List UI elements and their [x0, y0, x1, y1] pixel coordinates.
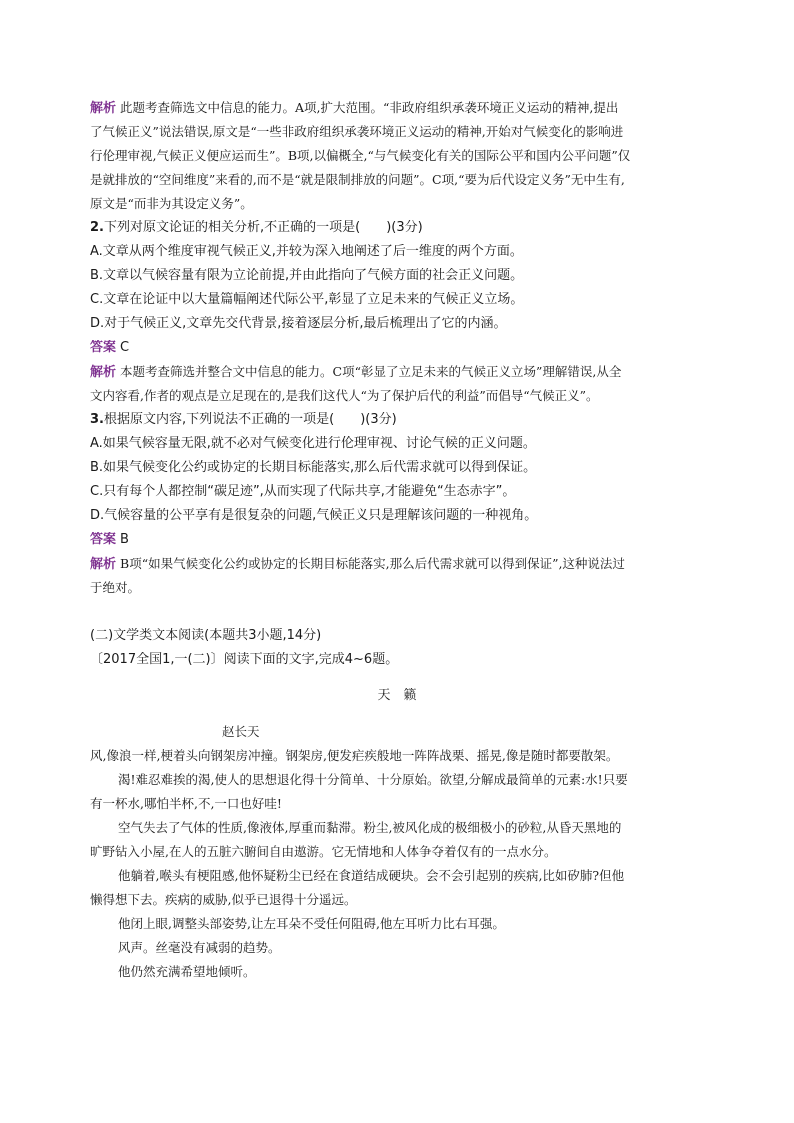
question-3-answer: 答案 B	[90, 532, 129, 547]
question-3-option-b: B.如果气候变化公约或协定的长期目标能落实,那么后代需求就可以得到保证。	[90, 460, 537, 475]
passage-title: 天 籁	[377, 688, 417, 703]
passage-paragraph-3-line-2: 旷野钻入小屋,在人的五脏六腑间自由遨游。它无情地和人体争夺着仅有的一点水分。	[90, 844, 557, 859]
section-source: 〔2017全国1,一(二)〕阅读下面的文字,完成4~6题。	[90, 652, 399, 667]
question-3-stem: 3.根据原文内容,下列说法不正确的一项是( )(3分)	[90, 412, 397, 427]
passage-paragraph-7: 他仍然充满希望地倾听。	[118, 964, 256, 979]
analysis-1-line-5: 原文是“而非为其设定义务”。	[90, 196, 253, 211]
question-2-stem: 2.下列对原文论证的相关分析,不正确的一项是( )(3分)	[90, 220, 423, 235]
passage-paragraph-3-line-1: 空气失去了气体的性质,像液体,厚重而黏滞。粉尘,被风化成的极细极小的砂粒,从昏天黑地的	[118, 820, 622, 835]
question-3-option-c: C.只有每个人都控制“碳足迹”,从而实现了代际共享,才能避免“生态赤字”。	[90, 484, 516, 499]
question-2-option-a: A.文章从两个维度审视气候正义,并较为深入地阐述了后一维度的两个方面。	[90, 244, 523, 259]
question-2-analysis-line-2: 文内容看,作者的观点是立足现在的,是我们这代人“为了保护后代的利益”而倡导“气候正义”。	[90, 388, 599, 403]
passage-paragraph-2-line-1: 渴!难忍难挨的渴,使人的思想退化得十分简单、十分原始。欲望,分解成最简单的元素:水!只要	[118, 772, 628, 787]
analysis-1-line-1: 解析 此题考查筛选文中信息的能力。A项,扩大范围。“非政府组织承袭环境正义运动的精神,提出	[90, 100, 619, 116]
analysis-1-line-3: 行伦理审视,气候正义便应运而生”。B项,以偏概全,“与气候变化有关的国际公平和国内公平问题”仅	[90, 148, 631, 163]
passage-paragraph-2-line-2: 有一杯水,哪怕半杯,不,一口也好哇!	[90, 796, 282, 811]
question-3-option-a: A.如果气候容量无限,就不必对气候变化进行伦理审视、讨论气候的正义问题。	[90, 436, 536, 451]
analysis-label: 解析	[90, 365, 117, 380]
analysis-1-line-4: 是就排放的“空间维度”来看的,而不是“就是限制排放的问题”。C项,“要为后代设定义务”无中生有,	[90, 172, 625, 187]
passage-paragraph-4-line-2: 懒得想下去。疾病的威胁,似乎已退得十分遥远。	[90, 892, 357, 907]
passage-paragraph-4-line-1: 他躺着,喉头有梗阻感,他怀疑粉尘已经在食道结成硬块。会不会引起别的疾病,比如矽肺?但他	[118, 868, 625, 883]
question-2-option-d: D.对于气候正义,文章先交代背景,接着逐层分析,最后梳理出了它的内涵。	[90, 316, 507, 331]
analysis-label: 解析	[90, 101, 117, 116]
passage-paragraph-5: 他闭上眼,调整头部姿势,让左耳朵不受任何阻碍,他左耳听力比右耳强。	[118, 916, 505, 931]
question-2-option-b: B.文章以气候容量有限为立论前提,并由此指向了气候方面的社会正义问题。	[90, 268, 524, 283]
question-3-option-d: D.气候容量的公平享有是很复杂的问题,气候正义只是理解该问题的一种视角。	[90, 508, 538, 523]
passage-paragraph-1: 风,像浪一样,梗着头向钢架房冲撞。钢架房,便发疟疾般地一阵阵战栗、摇晃,像是随时都要散架。	[90, 748, 619, 763]
question-2-option-c: C.文章在论证中以大量篇幅阐述代际公平,彰显了立足未来的气候正义立场。	[90, 292, 524, 307]
analysis-label: 解析	[90, 557, 117, 572]
answer-label: 答案	[90, 532, 117, 547]
answer-label: 答案	[90, 340, 117, 355]
passage-author: 赵长天	[222, 724, 260, 739]
question-3-analysis-line-2: 于绝对。	[90, 580, 141, 595]
analysis-1-line-2: 了气候正义”说法错误,原文是“一些非政府组织承袭环境正义运动的精神,开始对气候变化的影响进	[90, 124, 624, 139]
question-3-analysis-line-1: 解析 B项“如果气候变化公约或协定的长期目标能落实,那么后代需求就可以得到保证”,这种说法过	[90, 556, 625, 572]
question-2-answer: 答案 C	[90, 340, 130, 355]
passage-paragraph-6: 风声。丝毫没有减弱的趋势。	[118, 940, 281, 955]
question-2-analysis-line-1: 解析 本题考查筛选并整合文中信息的能力。C项“彰显了立足未来的气候正义立场”理解错误,从全	[90, 364, 622, 380]
section-heading: (二)文学类文本阅读(本题共3小题,14分)	[90, 628, 322, 643]
